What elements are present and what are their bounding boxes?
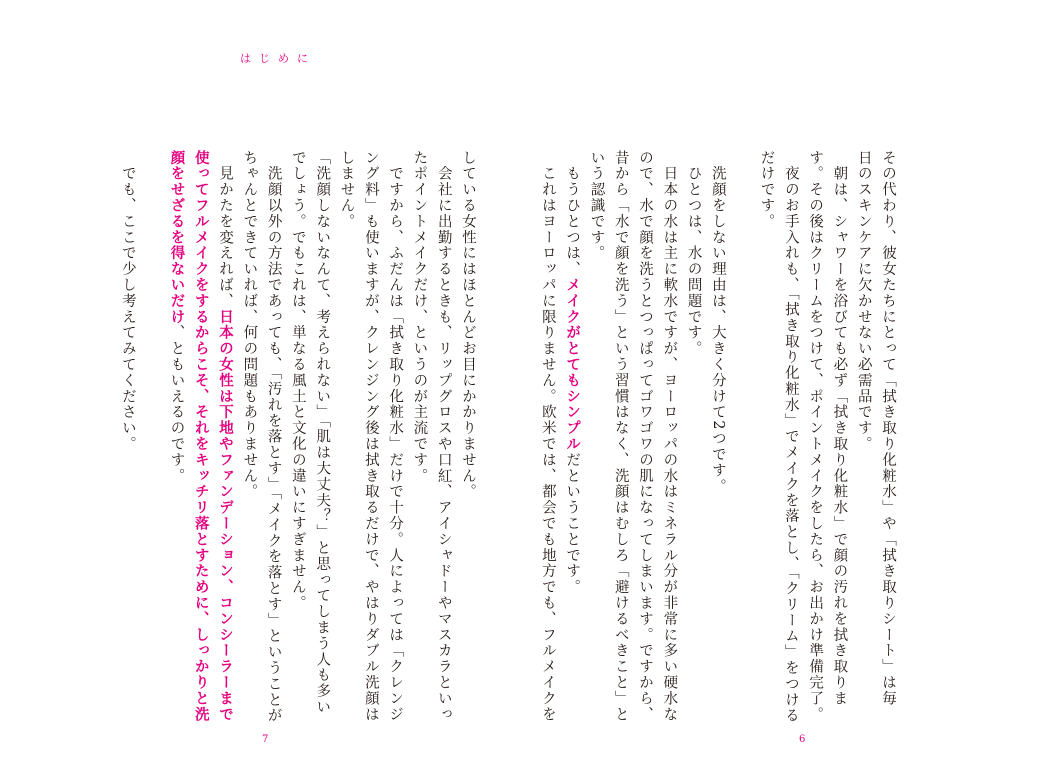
body-text: 洗顔をしない理由は、大きく分けて2つです。 — [709, 150, 726, 495]
text-line — [730, 150, 754, 710]
text-line — [116, 150, 140, 710]
text-line — [188, 150, 212, 723]
body-text — [734, 150, 750, 166]
body-text: でしょう。でもこれは、単なる風土と文化の違いにすぎません。 — [289, 150, 306, 612]
text-line — [681, 150, 705, 710]
page-number-right: 6 — [799, 734, 806, 745]
body-text: 見かたを変えれば、 — [217, 150, 234, 309]
body-text: 、ともいえるのです。 — [168, 324, 185, 484]
text-line — [560, 150, 584, 710]
text-line — [584, 150, 608, 710]
text-line — [657, 150, 681, 723]
body-text: 夜のお手入れも、「拭き取り化粧水」でメイクを落とし、「クリーム」をつける — [782, 150, 799, 724]
text-line — [754, 150, 778, 710]
text-line — [827, 150, 851, 710]
body-text: 昔から「水で顔を洗う」という習慣はなく、洗顔はむしろ「避けるべきこと」と — [612, 150, 629, 723]
text-line — [383, 150, 407, 723]
body-text: 朝は、シャワーを浴びても必ず「拭き取り化粧水」で顔の汚れを拭き取りま — [831, 150, 848, 707]
text-line — [334, 150, 358, 710]
body-text: 日のスキンケアに欠かせない必需品です。 — [855, 150, 872, 453]
text-line — [164, 150, 188, 710]
body-text: している女性にはほとんどお目にかかりません。 — [460, 150, 476, 500]
emphasized-text: 顔をせざるを得ないだけ — [168, 150, 186, 325]
text-line — [310, 150, 334, 716]
body-text: ですから、ふだんは「拭き取り化粧水」だけで十分。人によっては「クレンジ — [387, 150, 404, 723]
text-line — [706, 150, 730, 710]
body-text: もうひとつは、 — [564, 150, 581, 278]
text-line — [261, 150, 285, 724]
text-line — [407, 150, 431, 710]
right-page — [530, 150, 900, 724]
text-line — [851, 150, 875, 710]
body-text: 洗顔以外の方法であっても、「汚れを落とす」「メイクを落とす」ということが — [265, 150, 282, 724]
emphasized-text: メイクがとてもシンプル — [564, 277, 582, 453]
left-page — [60, 150, 480, 724]
text-line — [359, 150, 383, 723]
body-text: だということです。 — [564, 452, 581, 596]
body-text: 会社に出勤するときも、リップグロスや口紅、アイシャドーやマスカラといっ — [435, 150, 452, 723]
body-text: す。その後はクリームをつけて、ポイントメイクをしたら、お出かけ準備完了。 — [807, 150, 824, 723]
body-text: しません。 — [338, 150, 355, 230]
body-text: これはヨーロッパに限りません。欧米では、都会でも地方でも、フルメイクを — [539, 150, 556, 723]
body-text: その代わり、彼女たちにとって「拭き取り化粧水」や「拭き取りシート」は毎 — [880, 150, 896, 707]
text-line — [633, 150, 657, 723]
text-line — [456, 150, 480, 710]
text-line — [286, 150, 310, 710]
body-text: いう認識です。 — [588, 150, 605, 262]
body-text: 「洗顔しないなんて、考えられない」「肌は大丈夫？」と思ってしまう人も多い — [314, 150, 331, 716]
emphasized-text: 使ってフルメイクをするからこそ、それをキッチリ落とすために、しっかりと洗 — [192, 150, 210, 723]
right-page-text — [536, 150, 900, 724]
body-text: たポイントメイクだけ、というのが主流です。 — [411, 150, 428, 484]
text-line — [213, 150, 237, 723]
body-text: 日本の水は主に軟水ですが、ヨーロッパの水はミネラル分が非常に多い硬水な — [661, 150, 678, 723]
body-text: だけです。 — [758, 150, 775, 230]
body-text: ング料」も使いますが、クレンジング後は拭き取るだけで、やはりダブル洗顔は — [362, 150, 379, 723]
body-text: でも、ここで少し考えてみてください。 — [119, 150, 136, 453]
body-text: ので、水で顔を洗うとつっぱってゴワゴワの肌になってしまいます。ですから、 — [637, 150, 654, 723]
left-page-text — [116, 150, 480, 724]
text-line — [779, 150, 803, 724]
text-line — [140, 150, 164, 710]
body-text — [144, 150, 160, 166]
page-number-left: 7 — [262, 734, 269, 745]
text-line — [536, 150, 560, 723]
text-line — [608, 150, 632, 723]
text-line — [803, 150, 827, 723]
body-text: ひとつは、水の問題です。 — [685, 150, 702, 357]
chapter-title: はじめに — [240, 52, 316, 65]
emphasized-text: 日本の女性は下地やファンデーション、コンシーラーまで — [217, 309, 235, 723]
text-line — [876, 150, 900, 710]
text-line — [431, 150, 455, 723]
body-text: ちゃんとできていれば、何の問題もありません。 — [241, 150, 258, 500]
text-line — [237, 150, 261, 710]
